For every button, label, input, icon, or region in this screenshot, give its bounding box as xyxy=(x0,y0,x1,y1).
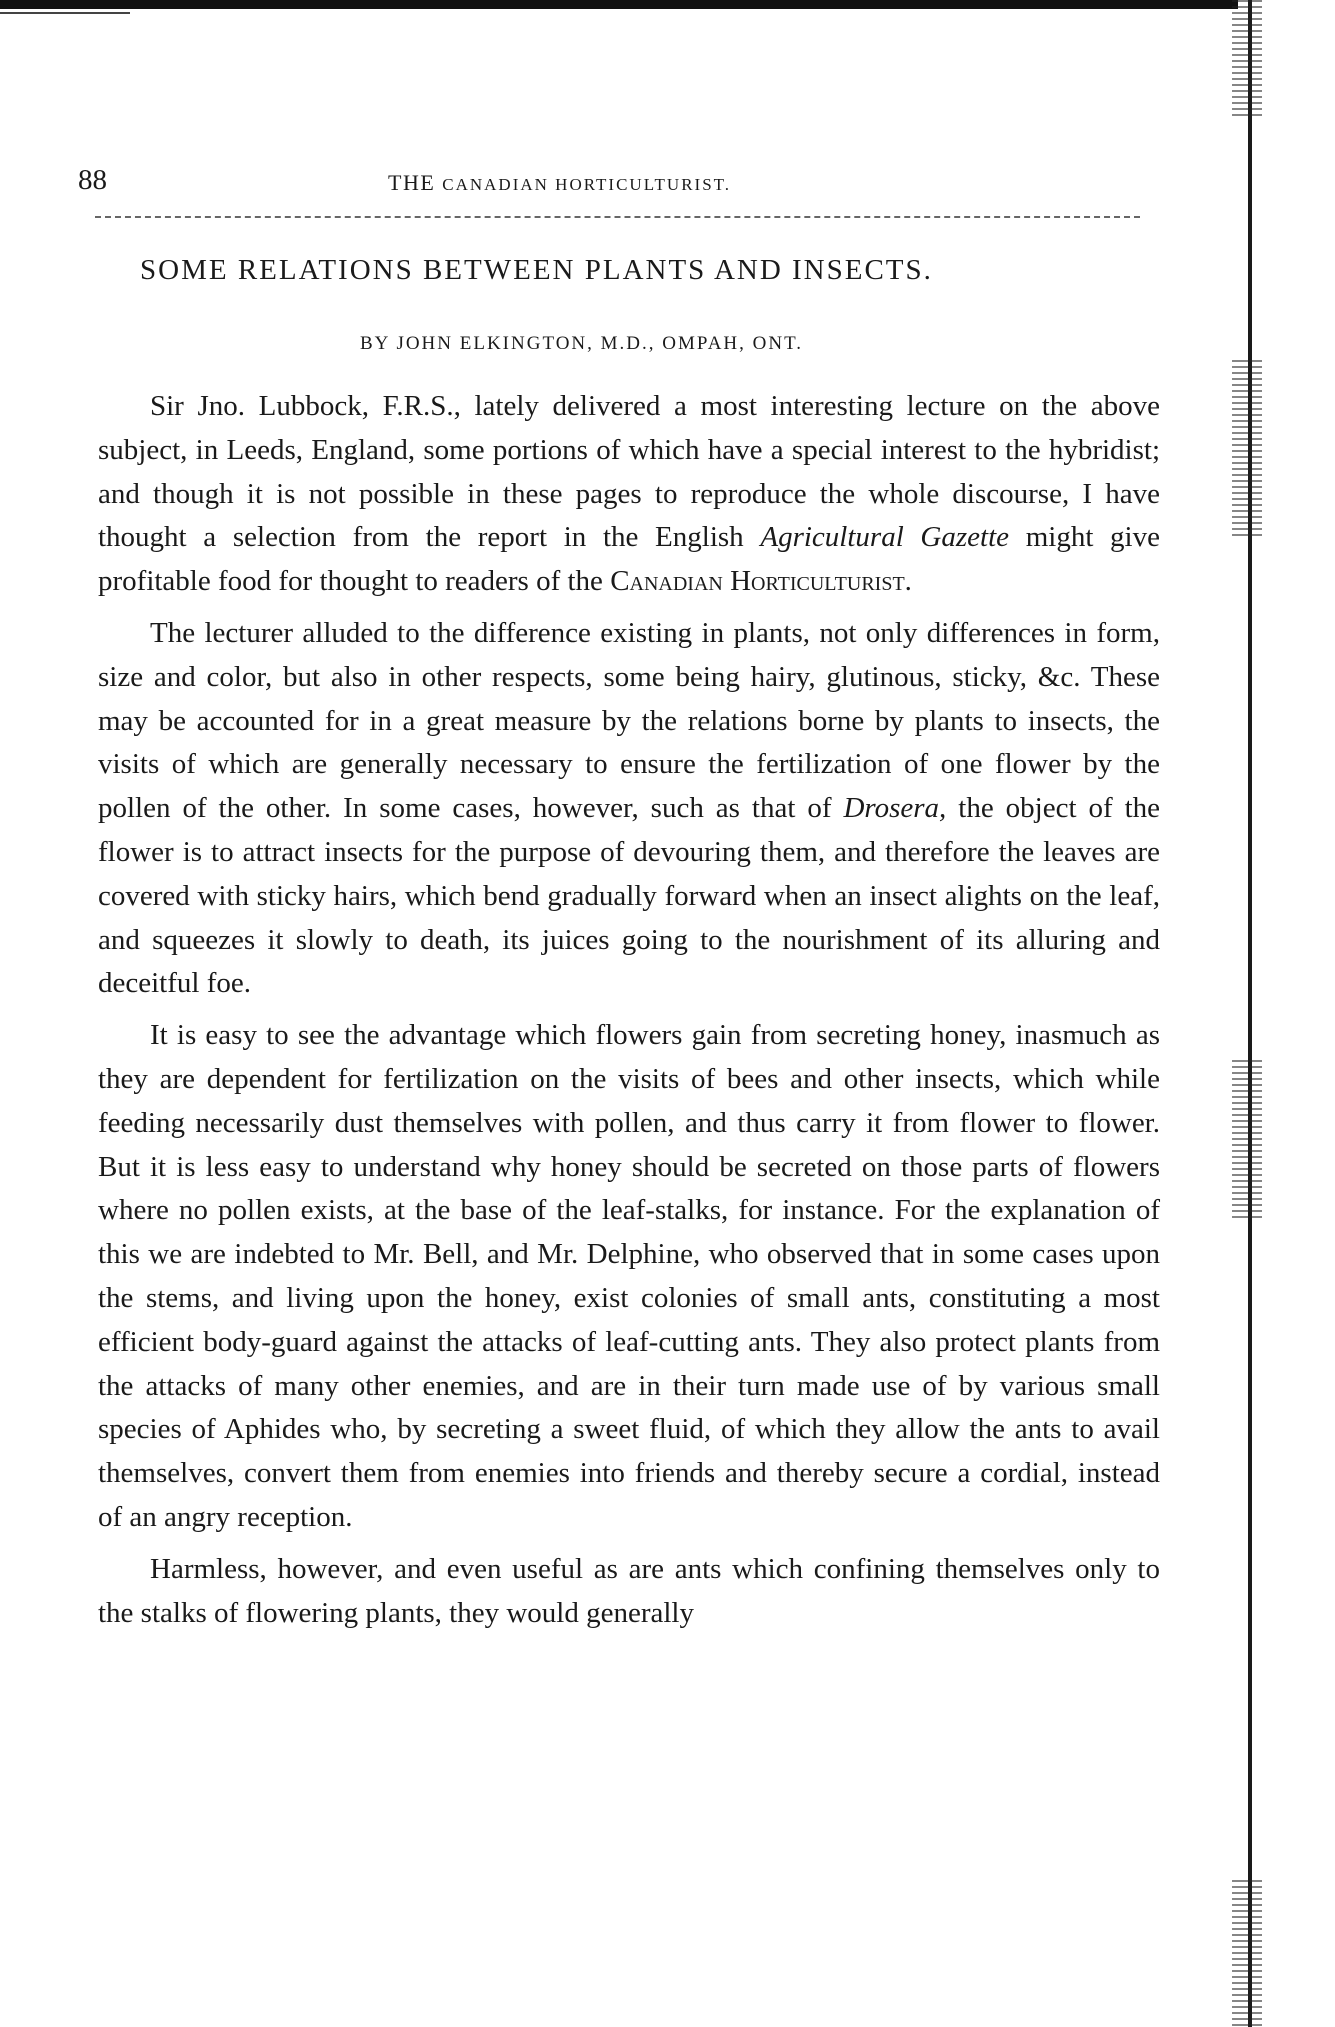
binding-margin xyxy=(1238,0,1335,2027)
paragraph-2-text-a: The lecturer alluded to the difference existing in plants, not only differences in form, size and color, but also in other respects, some being hairy, glutinous, sticky, &c. These may be accounted for in a great measure by the relations borne by plants to insects, the visits of which are generally necessary to ensure the fertilization of one flower by the pollen of the other. In some cases, however, such as that of xyxy=(98,616,1160,825)
binding-edge-line xyxy=(1248,0,1252,2027)
binding-speckle-middle xyxy=(1232,1060,1262,1220)
page-header xyxy=(78,160,1140,200)
paragraph-1-italic: Agricultural Gazette xyxy=(760,521,1010,554)
paragraph-1 xyxy=(98,385,1160,604)
paragraph-2-italic: Drosera, xyxy=(843,792,947,825)
paragraph-3: It is easy to see the advantage which flowers gain from secreting honey, inasmuch as they are dependent for fertilization on the visits of bees and other insects, which while feeding necessarily dust themselves with pollen, and thus carry it from flower to flower. But it is less easy to understand why honey should be secreted on those parts of flowers where no pollen exists, at the base of the leaf-stalks, for instance. For the explanation of this we are indebted to Mr. Bell, and Mr. Delphine, who observed that in some cases upon the stems, and living upon the honey, exist colonies of small ants, constituting a most efficient body-guard against the attacks of leaf-cutting ants. They also protect plants from the attacks of many other enemies, and are in their turn made use of by various small species of Aphides who, by secreting a sweet fluid, of which they allow the ants to avail themselves, convert them from enemies into friends and thereby secure a cordial, instead of an angry reception. xyxy=(98,1019,1160,1533)
top-scan-border xyxy=(0,0,1240,9)
paragraph-2 xyxy=(98,612,1160,1006)
running-head-title: CANADIAN HORTICULTURIST. xyxy=(442,175,732,194)
paragraph-1-text-b: might give profitable food for thought to readers of the xyxy=(98,521,1160,598)
page-number: 88 xyxy=(78,164,107,196)
running-head-prefix: THE xyxy=(388,170,436,195)
paragraph-1-small-caps: Canadian Horticulturist. xyxy=(610,565,912,598)
header-divider xyxy=(95,216,1140,218)
article-title: SOME RELATIONS BETWEEN PLANTS AND INSECTS. xyxy=(140,254,933,286)
article-byline: BY JOHN ELKINGTON, M.D., OMPAH, ONT. xyxy=(360,333,804,354)
paragraph-1-text-a: Sir Jno. Lubbock, F.R.S., lately delivered a most interesting lecture on the above subject, in Leeds, England, some portions of which have a special interest to the hybridist; and though it is not possible in these pages to reproduce the whole discourse, I have thought a selection from the report in the English xyxy=(98,390,1160,554)
top-scan-border-thin xyxy=(0,12,130,14)
paragraph-2-text-b: the object of the flower is to attract insects for the purpose of devouring them, and therefore the leaves are covered with sticky hairs, which bend gradually forward when an insect alights on the leaf, and squeezes it slowly to death, its juices going to the nourishment of its alluring and deceitful foe. xyxy=(98,792,1160,1000)
running-head xyxy=(388,170,731,196)
article-body xyxy=(98,385,1160,1643)
paragraph-4: Harmless, however, and even useful as are ants which confining themselves only to the stalks of flowering plants, they would generally xyxy=(98,1552,1160,1629)
binding-speckle-top xyxy=(1232,0,1262,120)
binding-speckle-upper xyxy=(1232,360,1262,540)
binding-speckle-bottom xyxy=(1232,1880,1262,2027)
